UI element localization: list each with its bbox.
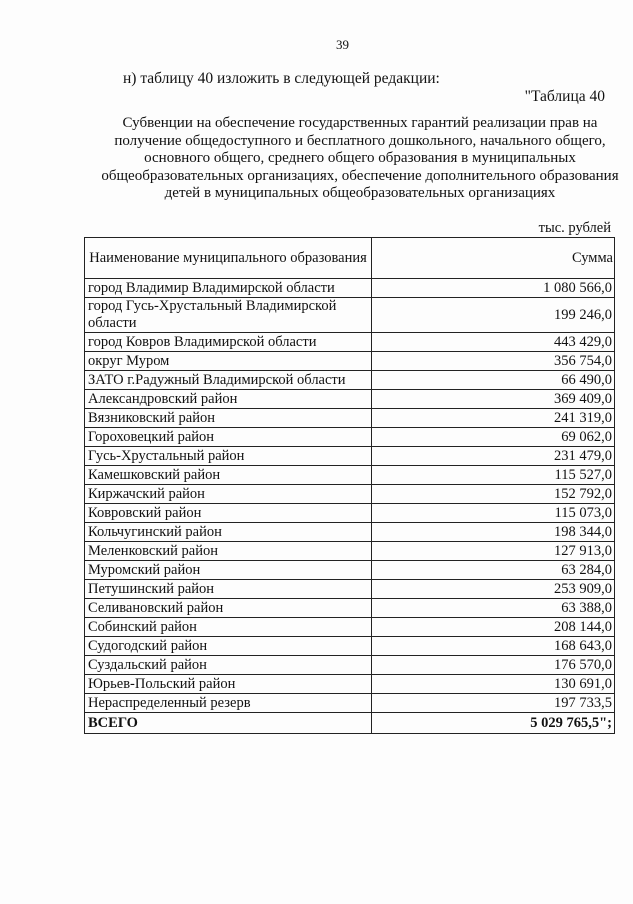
header-name: Наименование муниципального образования — [85, 238, 372, 279]
amount: 356 754,0 — [372, 352, 615, 371]
table-row — [85, 580, 615, 599]
amount: 168 643,0 — [372, 637, 615, 656]
amount: 115 073,0 — [372, 504, 615, 523]
municipality-name: Гусь-Хрустальный район — [85, 447, 372, 466]
amount: 152 792,0 — [372, 485, 615, 504]
municipality-name: Кольчугинский район — [85, 523, 372, 542]
table-row — [85, 542, 615, 561]
amount: 241 319,0 — [372, 409, 615, 428]
municipality-name: Ковровский район — [85, 504, 372, 523]
amount: 176 570,0 — [372, 656, 615, 675]
amount: 197 733,5 — [372, 694, 615, 713]
table-row — [85, 523, 615, 542]
municipality-name: Судогодский район — [85, 637, 372, 656]
table-row — [85, 428, 615, 447]
amount: 199 246,0 — [372, 298, 615, 333]
table-row — [85, 352, 615, 371]
table-label: "Таблица 40 — [524, 88, 605, 105]
municipality-name: Селивановский район — [85, 599, 372, 618]
municipality-name: ЗАТО г.Радужный Владимирской области — [85, 371, 372, 390]
table-row — [85, 656, 615, 675]
subsidy-table — [84, 237, 615, 734]
table-row — [85, 485, 615, 504]
total-row — [85, 713, 615, 734]
municipality-name: Александровский район — [85, 390, 372, 409]
municipality-name: Суздальский район — [85, 656, 372, 675]
amount: 66 490,0 — [372, 371, 615, 390]
amount: 208 144,0 — [372, 618, 615, 637]
municipality-name: город Владимир Владимирской области — [85, 279, 372, 298]
intro-text: н) таблицу 40 изложить в следующей редакции: — [123, 70, 440, 87]
municipality-name: Собинский район — [85, 618, 372, 637]
municipality-name: Гороховецкий район — [85, 428, 372, 447]
amount: 369 409,0 — [372, 390, 615, 409]
table-title: Субвенции на обеспечение государственных гарантий реализации прав на получение общедоступного и бесплатного дошкольного, начального общего, основного общего, среднего общего образования в муниципальных общеобразовательных организациях, обеспечение дополнительного образования детей в муниципальных общеобразовательных организациях — [101, 115, 619, 201]
municipality-name: Юрьев-Польский район — [85, 675, 372, 694]
table-row — [85, 618, 615, 637]
table-row — [85, 447, 615, 466]
amount: 63 388,0 — [372, 599, 615, 618]
amount: 231 479,0 — [372, 447, 615, 466]
amount: 198 344,0 — [372, 523, 615, 542]
amount: 1 080 566,0 — [372, 279, 615, 298]
municipality-name: округ Муром — [85, 352, 372, 371]
header-sum: Сумма — [372, 238, 615, 279]
municipality-name: Вязниковский район — [85, 409, 372, 428]
municipality-name: Петушинский район — [85, 580, 372, 599]
municipality-name: Муромский район — [85, 561, 372, 580]
municipality-name: город Гусь-Хрустальный Владимирской области — [85, 298, 372, 333]
municipality-name: Камешковский район — [85, 466, 372, 485]
municipality-name: город Ковров Владимирской области — [85, 333, 372, 352]
amount: 127 913,0 — [372, 542, 615, 561]
page-number: 39 — [336, 37, 349, 52]
amount: 115 527,0 — [372, 466, 615, 485]
total-amount: 5 029 765,5"; — [372, 713, 615, 734]
municipality-name: Меленковский район — [85, 542, 372, 561]
municipality-name: Нераспределенный резерв — [85, 694, 372, 713]
units-label: тыс. рублей — [538, 220, 611, 236]
table-row — [85, 637, 615, 656]
table-row — [85, 694, 615, 713]
table-row — [85, 298, 615, 333]
table-row — [85, 390, 615, 409]
amount: 253 909,0 — [372, 580, 615, 599]
header-row — [85, 238, 615, 279]
table-row — [85, 504, 615, 523]
table-row — [85, 371, 615, 390]
amount: 443 429,0 — [372, 333, 615, 352]
table-row — [85, 675, 615, 694]
table-row — [85, 561, 615, 580]
table-row — [85, 466, 615, 485]
amount: 69 062,0 — [372, 428, 615, 447]
total-label: ВСЕГО — [85, 713, 372, 734]
table-row — [85, 599, 615, 618]
amount: 63 284,0 — [372, 561, 615, 580]
municipality-name: Киржачский район — [85, 485, 372, 504]
table-row — [85, 279, 615, 298]
table-row — [85, 333, 615, 352]
table-row — [85, 409, 615, 428]
amount: 130 691,0 — [372, 675, 615, 694]
